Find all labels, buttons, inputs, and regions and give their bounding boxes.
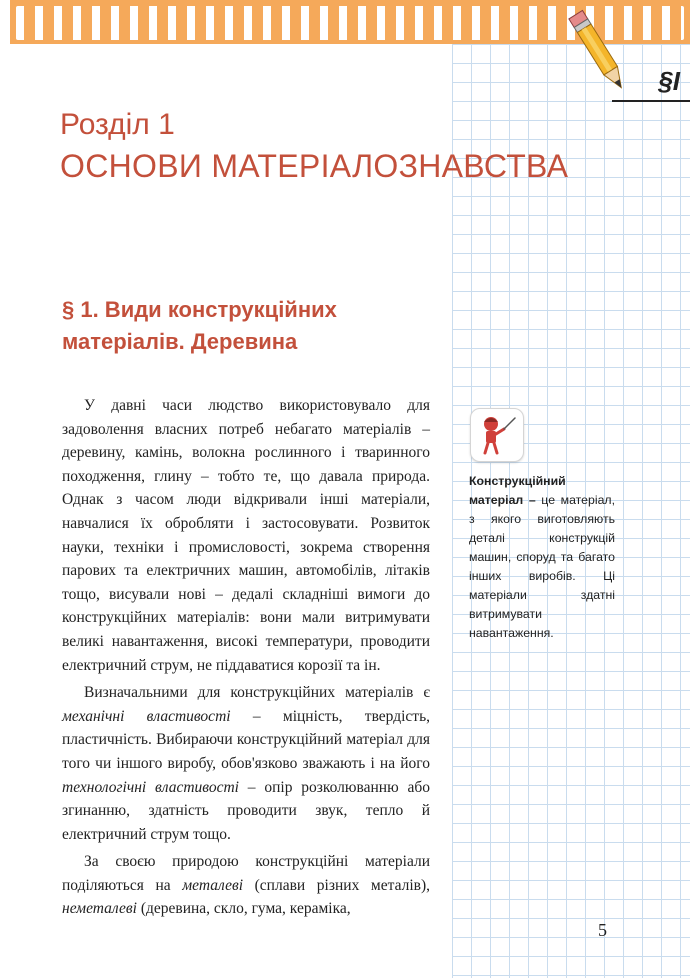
definition-term: Конструкційний матеріал – (469, 474, 566, 507)
text-run: Визначальними для конструкційних матеріалів є (84, 684, 430, 702)
pointing-figure-icon (470, 408, 524, 462)
emphasis-technological: технологічні властивості (62, 778, 239, 796)
text-run: За своєю природою конструкційні матеріали поділяються на (62, 853, 430, 894)
body-paragraph-3 (62, 850, 430, 921)
body-paragraph-2 (62, 681, 430, 846)
emphasis-metal: металеві (182, 876, 244, 894)
chapter-title: ОСНОВИ МАТЕРІАЛОЗНАВСТВА (60, 148, 569, 184)
emphasis-nonmetal: неметалеві (62, 900, 137, 918)
body-paragraph-1: У давні часи людство використовувало для задоволення власних потреб небагато матеріалів – деревину, камінь, волокна рослинного і тваринного походження, глину – тобто те, що давала природа. Однак з часом люди відкривали інші матеріали, навчалися їх обробляти і застосовувати. Розвиток науки, техніки і промисловості, зокрема створення парових та електричних машин, автомобілів, літаків тощо, висували нові – дедалі складніші вимоги до конструкційних матеріалів: вони мали витримувати великі навантаження, високі температури, проводити електричний струм, не піддаватися корозії та ін. (62, 397, 430, 674)
definition-text: це матеріал, з якого виготовляють деталі конструкцій машин, споруд та багато інших виробів. Ці матеріали здатні витримувати навантаження. (469, 493, 616, 640)
definition-box (469, 472, 615, 643)
text-run: – опір розколюванню або згинанню, здатність проводити звук, тепло й електричний струм тощо. (62, 778, 430, 843)
paragraph-title: § 1. Види конструкційних матеріалів. Деревина (62, 297, 337, 354)
emphasis-mechanical: механічні властивості (62, 707, 231, 725)
text-run: – міцність, твердість, пластичність. Вибираючи конструкційний матеріал для того чи іншого виробу, обов'язково зважають і на його (62, 707, 431, 772)
section-tab (612, 60, 690, 102)
body-text (62, 394, 430, 925)
text-run: (сплави різних металів), (243, 876, 430, 894)
chapter-label: Розділ 1 (60, 108, 175, 141)
section-mark: §I (658, 66, 680, 96)
text-run: (деревина, скло, гума, кераміка, (136, 900, 351, 918)
page-number: 5 (598, 920, 607, 940)
